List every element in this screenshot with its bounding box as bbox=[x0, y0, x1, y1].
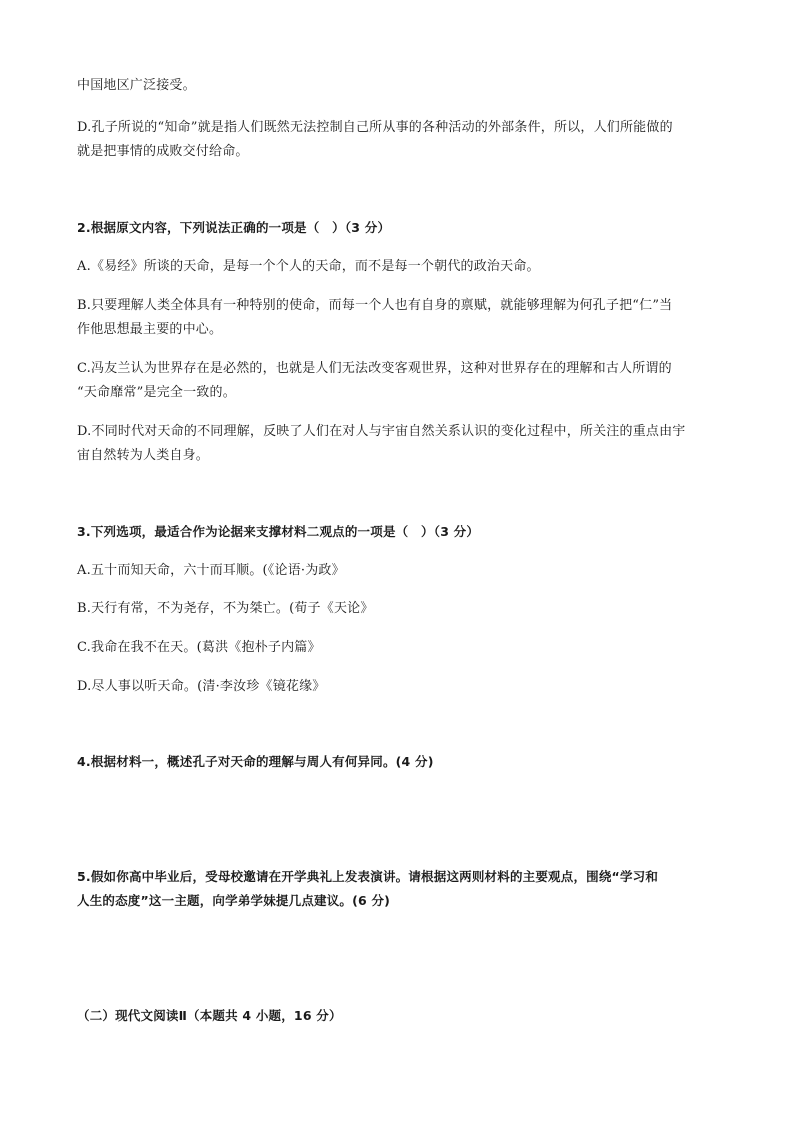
q2-option-c-line2: “天命靡常”是完全一致的。 bbox=[77, 385, 236, 400]
q1-option-d-line2: 就是把事情的成败交付给命。 bbox=[77, 144, 249, 159]
paragraph-continuation: 中国地区广泛接受。 bbox=[77, 78, 196, 93]
q2-stem: 2.根据原文内容，下列说法正确的一项是（ ）（3 分） bbox=[77, 220, 391, 235]
q5-stem-line2: 人生的态度”这一主题，向学弟学妹提几点建议。(6 分) bbox=[77, 893, 391, 908]
q2-option-b-line1: B.只要理解人类全体具有一种特别的使命，而每一个人也有自身的禀赋，就能够理解为何孔子把“仁”当 bbox=[77, 298, 673, 313]
q2-option-d-line2: 宙自然转为人类自身。 bbox=[77, 448, 210, 463]
q5-stem-line1: 5.假如你高中毕业后，受母校邀请在开学典礼上发表演讲。请根据这两则材料的主要观点，围绕“学习和 bbox=[77, 869, 659, 884]
q3-option-a: A.五十而知天命，六十而耳顺。(《论语·为政》 bbox=[77, 563, 345, 578]
q3-option-b: B.天行有常，不为尧存，不为桀亡。(荀子《天论》 bbox=[77, 601, 374, 616]
q3-stem: 3.下列选项，最适合作为论据来支撑材料二观点的一项是（ ）（3 分） bbox=[77, 524, 480, 539]
q2-option-b-line2: 作他思想最主要的中心。 bbox=[77, 322, 223, 337]
q4-stem: 4.根据材料一，概述孔子对天命的理解与周人有何异同。(4 分) bbox=[77, 754, 434, 769]
q2-option-a: A.《易经》所谈的天命，是每一个个人的天命，而不是每一个朝代的政治天命。 bbox=[77, 259, 540, 274]
q2-option-c-line1: C.冯友兰认为世界存在是必然的，也就是人们无法改变客观世界，这种对世界存在的理解和古人所谓的 bbox=[77, 361, 672, 376]
q1-option-d-line1: D.孔子所说的“知命”就是指人们既然无法控制自己所从事的各种活动的外部条件，所以，人们所能做的 bbox=[77, 120, 673, 135]
section-heading: （二）现代文阅读Ⅱ（本题共 4 小题，16 分） bbox=[77, 1008, 342, 1023]
q2-option-d-line1: D.不同时代对天命的不同理解，反映了人们在对人与宇宙自然关系认识的变化过程中，所关注的重点由宇 bbox=[77, 424, 686, 439]
q3-option-c: C.我命在我不在天。(葛洪《抱朴子内篇》 bbox=[77, 640, 321, 655]
q3-option-d: D.尽人事以听天命。(清·李汝珍《镜花缘》 bbox=[77, 679, 326, 694]
